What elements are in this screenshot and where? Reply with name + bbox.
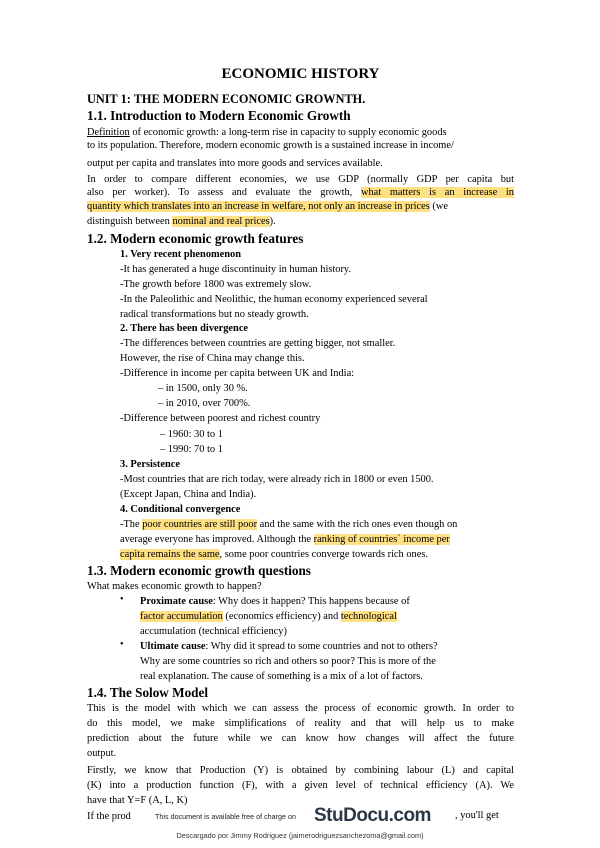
list-line: factor accumulation (economics efficiency) and technological <box>140 611 397 622</box>
list-line: accumulation (technical efficiency) <box>140 626 287 637</box>
list-line: average everyone has improved. Although the ranking of countries´ income per <box>120 534 450 545</box>
paragraph-line: This is the model with which we can assess the process of economic growth. In order to <box>87 703 514 714</box>
paragraph-line: In order to compare different economies, we use GDP (normally GDP per capita but <box>87 174 514 185</box>
paragraph-line: do this model, we make simplifications of reality and that will help us to make <box>87 718 514 729</box>
list-line: -Most countries that are rich today, were already rich in 1800 or even 1500. <box>120 474 434 485</box>
list-line: Ultimate cause: Why did it spread to some countries and not to others? <box>140 641 438 652</box>
list-line: -The poor countries are still poor and the same with the rich ones even though on <box>120 519 458 530</box>
list-line: However, the rise of China may change this. <box>120 353 305 364</box>
bullet-icon: • <box>120 639 124 650</box>
section-1-3-heading: 1.3. Modern economic growth questions <box>87 563 311 578</box>
unit-heading: UNIT 1: THE MODERN ECONOMIC GROWNTH. <box>87 92 366 106</box>
list-line: capita remains the same, some poor countries converge towards rich ones. <box>120 549 428 560</box>
paragraph-line-end: , you'll get <box>455 810 499 821</box>
paragraph-line: If the prod <box>87 811 131 822</box>
list-line: -It has generated a huge discontinuity in human history. <box>120 264 352 275</box>
list-line: – in 1500, only 30 %. <box>158 383 248 394</box>
paragraph-line: distinguish between nominal and real prices). <box>87 216 276 227</box>
studocu-logo[interactable]: StuDocu.com <box>314 805 431 826</box>
document-title: ECONOMIC HISTORY <box>221 66 380 82</box>
list-line: – in 2010, over 700%. <box>158 398 251 409</box>
paragraph-line: output per capita and translates into more goods and services available. <box>87 158 383 169</box>
paragraph-line: Firstly, we know that Production (Y) is obtained by combining labour (L) and capital <box>87 765 514 776</box>
bullet-icon: • <box>120 594 124 605</box>
list-line: radical transformations but no steady growth. <box>120 309 309 320</box>
list-line: -Difference between poorest and richest country <box>120 413 321 424</box>
section-1-4-heading: 1.4. The Solow Model <box>87 685 209 700</box>
paragraph-line: also per worker). To assess and evaluate the growth, what matters is an increase in <box>87 187 514 198</box>
paragraph-line: output. <box>87 748 117 759</box>
paragraph-line: Definition of economic growth: a long-term rise in capacity to supply economic goods <box>87 127 447 138</box>
paragraph-line: What makes economic growth to happen? <box>87 581 262 592</box>
paragraph-line: to its population. Therefore, modern economic growth is a sustained increase in income/ <box>87 140 454 151</box>
list-line: real explanation. The cause of something is a mix of a lot of factors. <box>140 671 423 682</box>
feature-heading: 3. Persistence <box>120 459 181 470</box>
download-credit: Descargado por Jimmy Rodriguez (jaimerodriguezsanchezoma@gmail.com) <box>176 831 424 840</box>
section-1-1-heading: 1.1. Introduction to Modern Economic Growth <box>87 108 351 123</box>
list-line: Proximate cause: Why does it happen? This happens because of <box>140 596 410 607</box>
studocu-footer-note: This document is available free of charge on <box>155 812 297 821</box>
paragraph-line: prediction about the future while we can know how changes will affect the future <box>87 733 514 744</box>
list-line: – 1990: 70 to 1 <box>160 444 223 455</box>
list-line: (Except Japan, China and India). <box>120 489 257 500</box>
paragraph-line: quantity which translates into an increase in welfare, not only an increase in prices (we <box>87 201 448 212</box>
list-line: Why are some countries so rich and others so poor? This is more of the <box>140 656 436 667</box>
paragraph-line: (K) into a production function (F), with a given level of technical efficiency (A). We <box>87 780 514 791</box>
list-line: – 1960: 30 to 1 <box>160 429 223 440</box>
feature-heading: 4. Conditional convergence <box>120 504 241 515</box>
list-line: -In the Paleolithic and Neolithic, the human economy experienced several <box>120 294 428 305</box>
list-line: -The growth before 1800 was extremely slow. <box>120 279 312 290</box>
list-line: -Difference in income per capita between UK and India: <box>120 368 355 379</box>
section-1-2-heading: 1.2. Modern economic growth features <box>87 231 304 246</box>
feature-heading: 1. Very recent phenomenon <box>120 249 242 260</box>
paragraph-line: have that Y=F (A, L, K) <box>87 795 188 806</box>
feature-heading: 2. There has been divergence <box>120 323 249 334</box>
list-line: -The differences between countries are getting bigger, not smaller. <box>120 338 396 349</box>
